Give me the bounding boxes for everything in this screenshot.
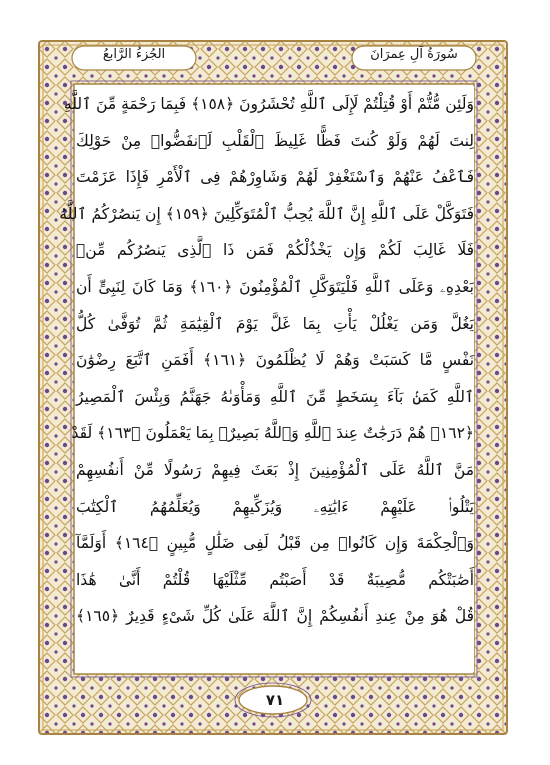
text-line: أَصَٰبَتْكُم مُّصِيبَةٌ قَدْ أَصَبْتُم مِّثْلَيْهَا قُلْتُمْ أَنَّىٰ هَٰذَا — [76, 570, 474, 589]
quran-text-block — [59, 86, 475, 672]
surah-label: سُورَةُ آلِ عِمرَانَ — [370, 47, 458, 62]
text-line: يَغُلَّ وَمَن يَغْلُلْ يَأْتِ بِمَا غَلَّ يَوْمَ ٱلْقِيَٰمَةِ ثُمَّ تُوَفَّىٰ كُلُّ — [76, 314, 474, 333]
text-line: يَتْلُوا۟ عَلَيْهِمْ ءَايَٰتِهِۦ وَيُزَكِّيهِمْ وَيُعَلِّمُهُمُ ٱلْكِتَٰبَ — [76, 497, 474, 516]
text-line: مَنَّ ٱللَّهُ عَلَى ٱلْمُؤْمِنِينَ إِذْ بَعَثَ فِيهِمْ رَسُولًا مِّنْ أَنفُسِهِمْ — [76, 460, 474, 479]
text-line: نَفْسٍ مَّا كَسَبَتْ وَهُمْ لَا يُظْلَمُونَ ﴿١٦١﴾ أَفَمَنِ ٱتَّبَعَ رِضْوَٰنَ — [76, 351, 475, 370]
page-number: ٧١ — [265, 691, 285, 709]
text-line: بَعْدِهِۦ وَعَلَى ٱللَّهِ فَلْيَتَوَكَّلِ ٱلْمُؤْمِنُونَ ﴿١٦٠﴾ وَمَا كَانَ لِنَبِىٍّ أَن — [76, 277, 474, 296]
text-line: ﴿١٦٢﴾ هُمْ دَرَجَٰتٌ عِندَ ٱللَّهِ وَٱللَّهُ بَصِيرٌۢ بِمَا يَعْمَلُونَ ﴿١٦٣﴾ لَقَدْ — [71, 424, 474, 443]
text-line: فَتَوَكَّلْ عَلَى ٱللَّهِ إِنَّ ٱللَّهَ يُحِبُّ ٱلْمُتَوَكِّلِينَ ﴿١٥٩﴾ إِن يَنصُرْكُمُ ٱللَّهُ — [59, 204, 474, 223]
juz-label: الجُزءُ الرَّابعُ — [102, 47, 166, 62]
text-line: وَلَئِن مُّتُّمْ أَوْ قُتِلْتُمْ لَإِلَى ٱللَّهِ تُحْشَرُونَ ﴿١٥٨﴾ فَبِمَا رَحْمَةٍ مِّنَ ٱللَّهِ — [63, 95, 474, 113]
text-line: لِنتَ لَهُمْ وَلَوْ كُنتَ فَظًّا غَلِيظَ ٱلْقَلْبِ لَٱنفَضُّوا۟ مِنْ حَوْلِكَ — [76, 131, 474, 150]
text-line: فَلَا غَالِبَ لَكُمْ وَإِن يَخْذُلْكُمْ فَمَن ذَا ٱلَّذِى يَنصُرُكُم مِّنۢ — [76, 241, 474, 260]
text-line: قُلْ هُوَ مِنْ عِندِ أَنفُسِكُمْ إِنَّ ٱللَّهَ عَلَىٰ كُلِّ شَىْءٍ قَدِيرٌ ﴿١٦٥﴾ — [76, 607, 474, 626]
text-line: فَٱعْفُ عَنْهُمْ وَٱسْتَغْفِرْ لَهُمْ وَشَاوِرْهُمْ فِى ٱلْأَمْرِ فَإِذَا عَزَمْتَ — [76, 168, 474, 187]
text-line: وَٱلْحِكْمَةَ وَإِن كَانُوا۟ مِن قَبْلُ لَفِى ضَلَٰلٍ مُّبِينٍ ﴿١٦٤﴾ أَوَلَمَّآ — [76, 534, 474, 553]
text-line: ٱللَّهِ كَمَنۢ بَآءَ بِسَخَطٍ مِّنَ ٱللَّهِ وَمَأْوَىٰهُ جَهَنَّمُ وَبِئْسَ ٱلْمَصِيرُ — [76, 387, 474, 406]
